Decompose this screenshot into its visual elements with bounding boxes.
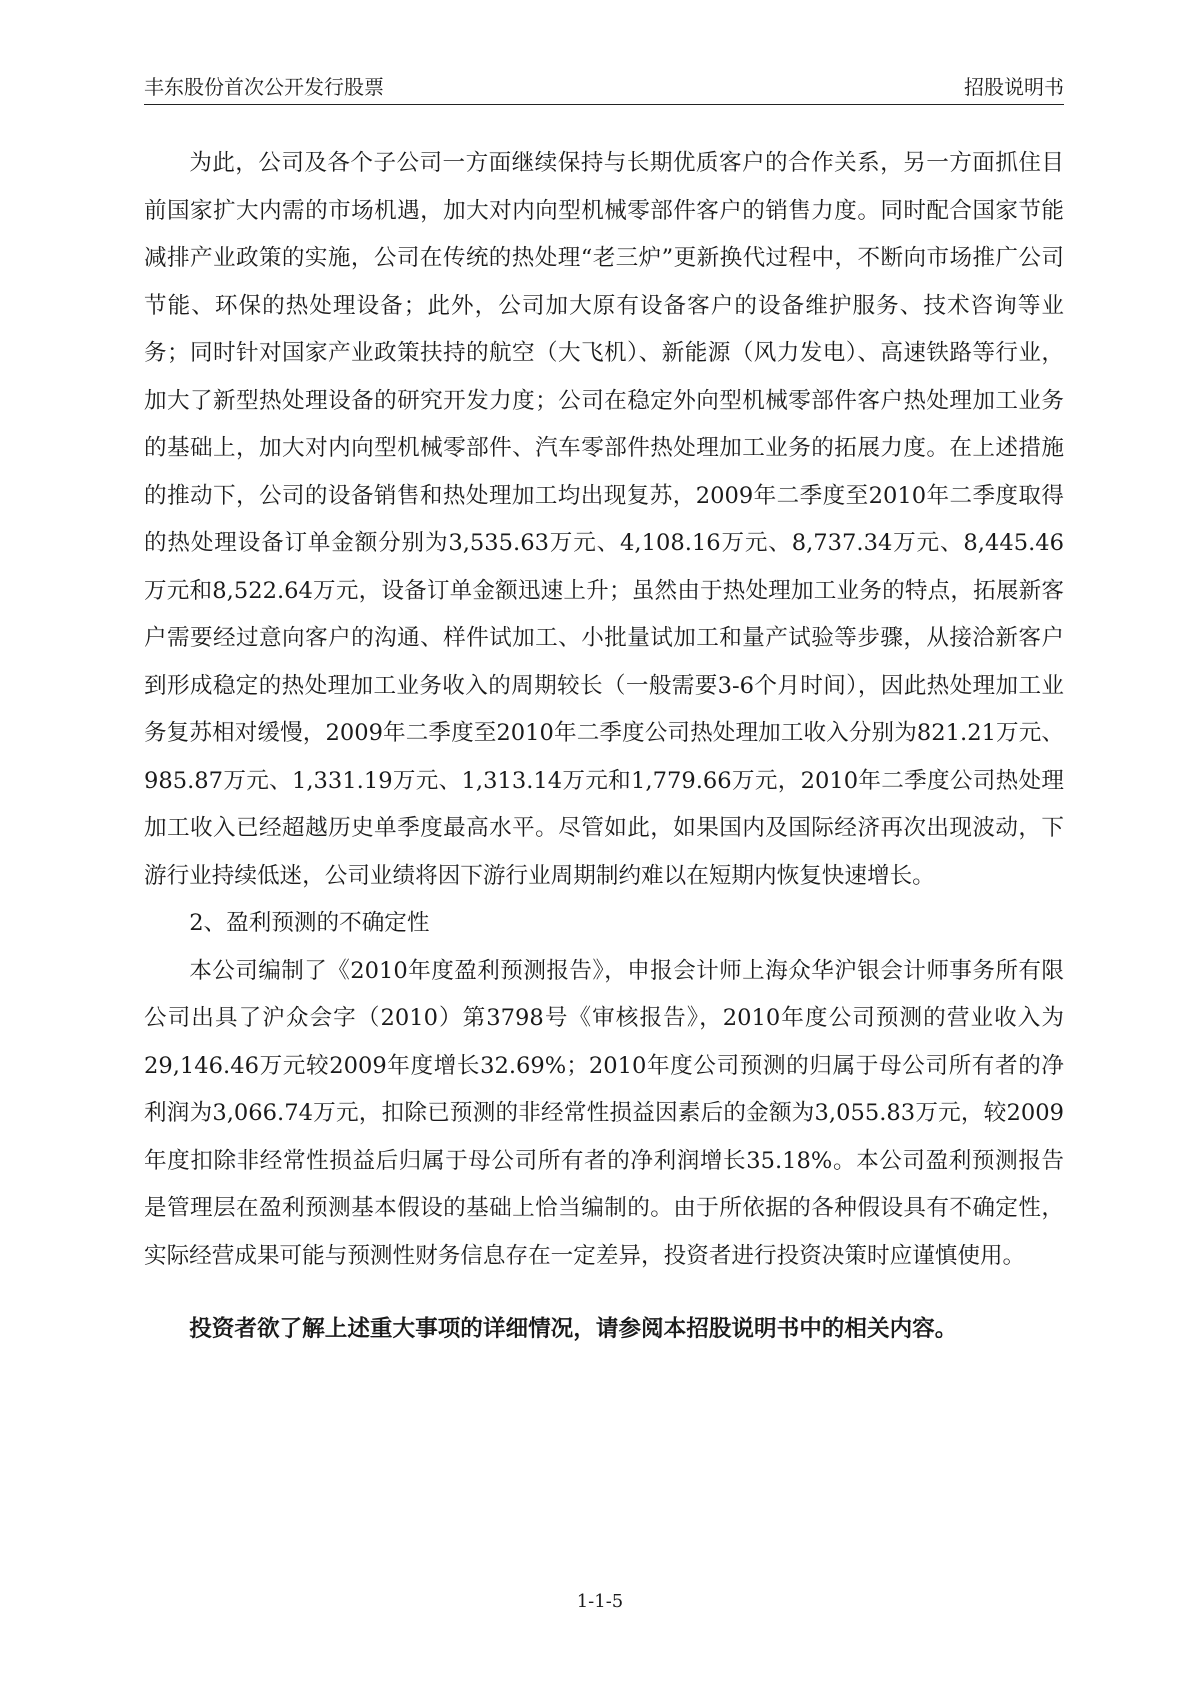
document-title: 丰东股份首次公开发行股票 [144, 75, 384, 99]
section-heading-profit-forecast: 2、盈利预测的不确定性 [189, 910, 430, 936]
page-header [144, 74, 1064, 105]
body-paragraph-recovery: 为此，公司及各个子公司一方面继续保持与长期优质客户的合作关系，另一方面抓住目前国家扩大内需的市场机遇，加大对内向型机械零部件客户的销售力度。同时配合国家节能减排产业政策的实施，公司在传统的热处理“老三炉”更新换代过程中，不断向市场推广公司节能、环保的热处理设备；此外，公司加大原有设备客户的设备维护服务、技术咨询等业务；同时针对国家产业政策扶持的航空（大飞机）、新能源（风力发电）、高速铁路等行业，加大了新型热处理设备的研究开发力度；公司在稳定外向型机械零部件客户热处理加工业务的基础上，加大对内向型机械零部件、汽车零部件热处理加工业务的拓展力度。在上述措施的推动下，公司的设备销售和热处理加工均出现复苏，2009年二季度至2010年二季度取得的热处理设备订单金额分别为3,535.63万元、4,108.16万元、8,737.34万元、8,445.46万元和8,522.64万元，设备订单金额迅速上升；虽然由于热处理加工业务的特点，拓展新客户需要经过意向客户的沟通、样件试加工、小批量试加工和量产试验等步骤，从接洽新客户到形成稳定的热处理加工业务收入的周期较长（一般需要3-6个月时间），因此热处理加工业务复苏相对缓慢，2009年二季度至2010年二季度公司热处理加工收入分别为821.21万元、985.87万元、1,331.19万元、1,313.14万元和1,779.66万元，2010年二季度公司热处理加工收入已经超越历史单季度最高水平。尽管如此，如果国内及国际经济再次出现波动，下游行业持续低迷，公司业绩将因下游行业周期制约难以在短期内恢复快速增长。 [144, 150, 1064, 889]
page-number: 1-1-5 [576, 1591, 624, 1612]
main-content [144, 140, 1064, 1354]
document-type: 招股说明书 [964, 75, 1064, 99]
body-paragraph-profit-forecast: 本公司编制了《2010年度盈利预测报告》，申报会计师上海众华沪银会计师事务所有限公司出具了沪众会字（2010）第3798号《审核报告》，2010年度公司预测的营业收入为29,146.46万元较2009年度增长32.69%；2010年度公司预测的归属于母公司所有者的净利润为3,066.74万元，扣除已预测的非经常性损益因素后的金额为3,055.83万元，较2009年度扣除非经常性损益后归属于母公司所有者的净利润增长35.18%。本公司盈利预测报告是管理层在盈利预测基本假设的基础上恰当编制的。由于所依据的各种假设具有不确定性，实际经营成果可能与预测性财务信息存在一定差异，投资者进行投资决策时应谨慎使用。 [144, 957, 1064, 1269]
investor-notice: 投资者欲了解上述重大事项的详细情况，请参阅本招股说明书中的相关内容。 [189, 1316, 958, 1342]
